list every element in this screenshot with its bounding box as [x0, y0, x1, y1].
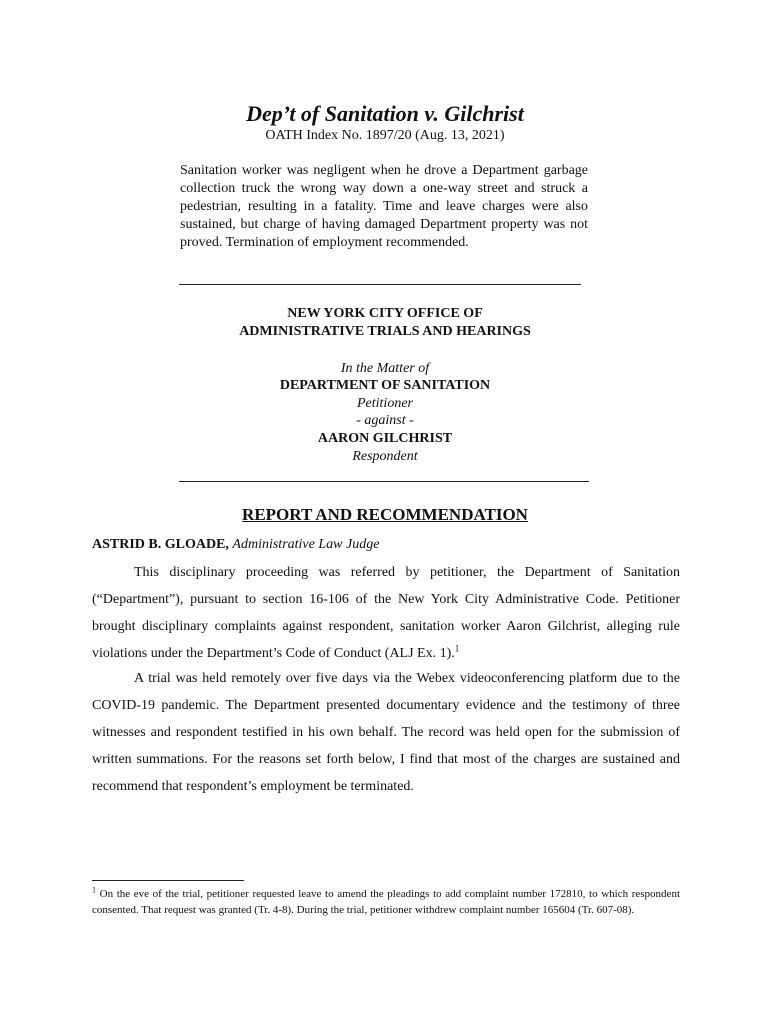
- agency-name-line-1: NEW YORK CITY OFFICE OF: [287, 306, 483, 321]
- petitioner-label: Petitioner: [357, 396, 413, 411]
- judge-title: Administrative Law Judge: [232, 537, 380, 552]
- body-paragraph-1: [92, 559, 680, 667]
- respondent-label: Respondent: [352, 449, 418, 464]
- agency-name-line-2: ADMINISTRATIVE TRIALS AND HEARINGS: [239, 324, 531, 339]
- against-label: - against -: [356, 413, 414, 428]
- footnote-divider: [92, 880, 244, 881]
- case-title: Dep’t of Sanitation v. Gilchrist: [246, 101, 524, 126]
- footnote: [92, 886, 680, 918]
- in-the-matter-of: In the Matter of: [340, 361, 430, 376]
- judge-name: ASTRID B. GLOADE,: [92, 537, 229, 552]
- body-paragraph-1-text: This disciplinary proceeding was referred by petitioner, the Department of Sanitation (“Department”), pursuant to section 16-106 of the New York City Administrative Code. Petitioner brought disciplinary complaints against respondent, sanitation worker Aaron Gilchrist, alleging rule violations under the Department’s Code of Conduct (ALJ Ex. 1).: [92, 565, 680, 661]
- petitioner-name: DEPARTMENT OF SANITATION: [279, 378, 491, 393]
- body-paragraph-2: A trial was held remotely over five days via the Webex videoconferencing platform due to the COVID-19 pandemic. The Department presented documentary evidence and the testimony of three witnesses and respondent testified in his own behalf. The record was held open for the submission of written summations. For the reasons set forth below, I find that most of the charges are sustained and recommend that respondent’s employment be terminated.: [92, 671, 680, 794]
- footnote-reference[interactable]: 1: [454, 643, 460, 654]
- footnote-number: 1: [92, 885, 96, 895]
- oath-index-number: OATH Index No. 1897/20 (Aug. 13, 2021): [265, 128, 505, 143]
- report-heading: REPORT AND RECOMMENDATION: [242, 505, 528, 524]
- case-summary: Sanitation worker was negligent when he drove a Department garbage collection truck the wrong way down a one-way street and struck a pedestrian, resulting in a fatality. Time and leave charges were also sustained, but charge of having damaged Department property was not proved. Termination of employment recommended.: [180, 163, 588, 250]
- judge-line: [92, 536, 379, 554]
- respondent-name: AARON GILCHRIST: [317, 431, 453, 446]
- summary-divider: [179, 284, 581, 285]
- footnote-text: On the eve of the trial, petitioner requested leave to amend the pleadings to add complaint number 172810, to which respondent consented. That request was granted (Tr. 4-8). During the trial, petitioner withdrew complaint number 165604 (Tr. 607-08).: [92, 888, 680, 916]
- caption-divider: [179, 481, 589, 482]
